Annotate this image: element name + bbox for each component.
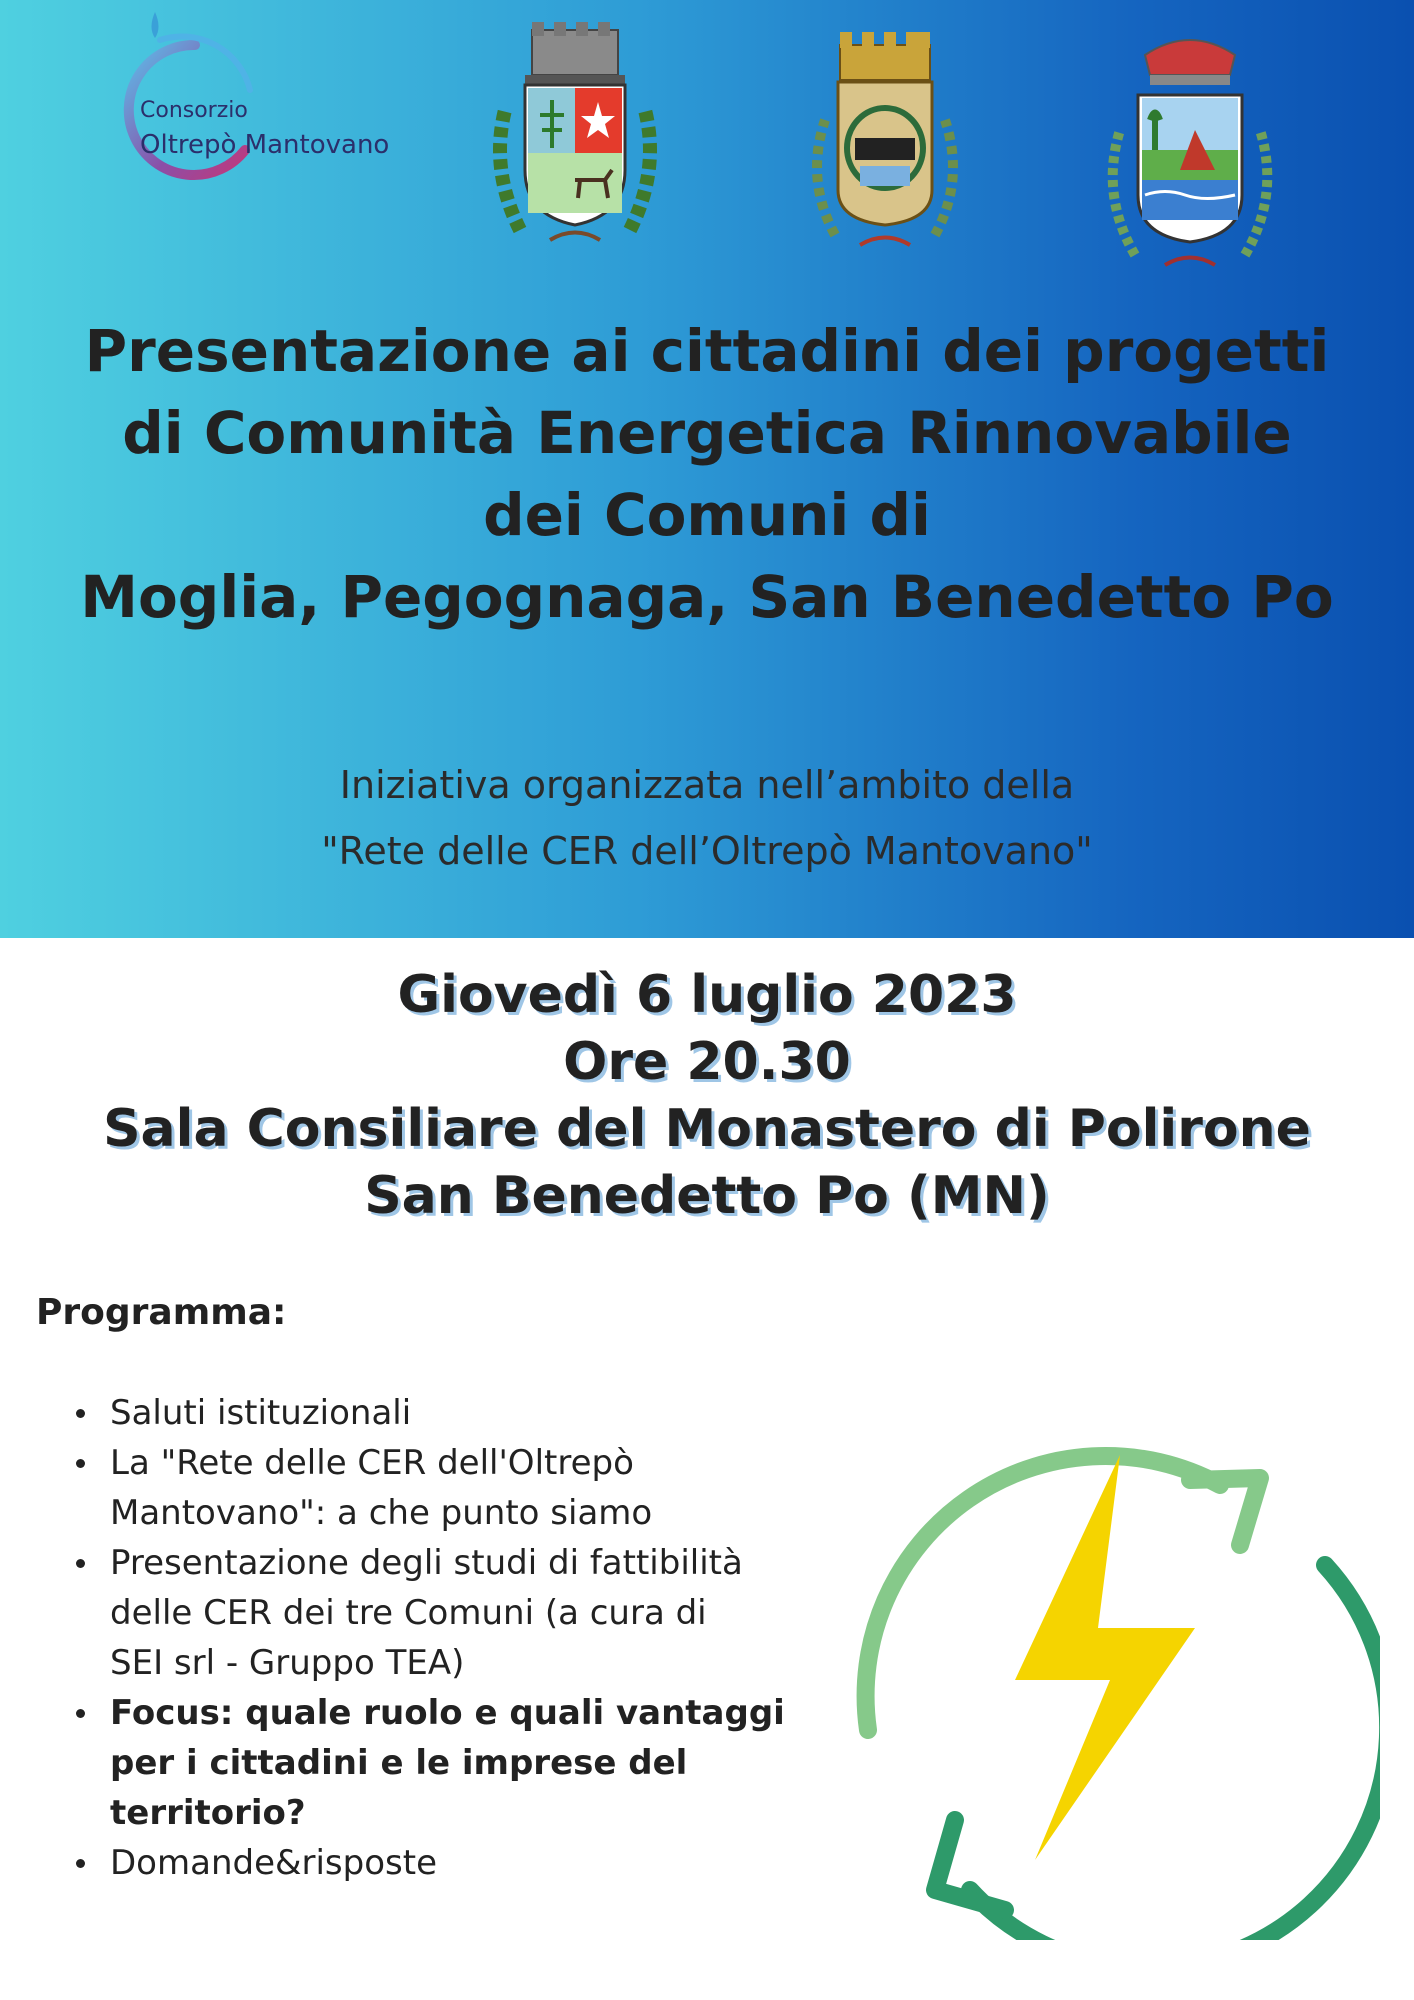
- list-item-line: Mantovano": a che punto siamo: [110, 1493, 653, 1533]
- title-line: dei Comuni di: [483, 481, 931, 549]
- event-time: Ore 20.30: [563, 1032, 851, 1092]
- event-details: [0, 962, 1414, 1230]
- list-item-focus: [76, 1688, 816, 1838]
- consorzio-logo: [100, 0, 430, 215]
- program-title: Programma:: [36, 1292, 287, 1333]
- list-item: [76, 1438, 816, 1538]
- event-place: San Benedetto Po (MN): [364, 1166, 1050, 1226]
- list-item-line: Focus: quale ruolo e quali vantaggi: [110, 1693, 785, 1733]
- title-line: Moglia, Pegognaga, San Benedetto Po: [80, 563, 1334, 631]
- program-list: [76, 1388, 816, 1888]
- list-item-line: delle CER dei tre Comuni (a cura di: [110, 1593, 707, 1633]
- event-date: Giovedì 6 luglio 2023: [397, 965, 1017, 1025]
- subtitle: [0, 752, 1414, 884]
- subtitle-line: "Rete delle CER dell’Oltrepò Mantovano": [321, 829, 1093, 873]
- main-title: [0, 310, 1414, 638]
- logo-line1: Consorzio: [140, 98, 248, 123]
- list-item-line: territorio?: [110, 1793, 306, 1833]
- header-banner: [0, 0, 1414, 938]
- logo-line2: Oltrepò Mantovano: [140, 130, 390, 160]
- event-venue: Sala Consiliare del Monastero di Polirone: [103, 1099, 1311, 1159]
- list-item-line: per i cittadini e le imprese del: [110, 1743, 688, 1783]
- list-item-line: La "Rete delle CER dell'Oltrepò: [110, 1443, 634, 1483]
- coat-of-arms-pegognaga-icon: [800, 20, 970, 270]
- list-item-line: Saluti istituzionali: [110, 1393, 412, 1433]
- subtitle-line: Iniziativa organizzata nell’ambito della: [339, 763, 1075, 807]
- list-item-line: Domande&risposte: [110, 1843, 437, 1883]
- coat-of-arms-san-benedetto-po-icon: [1095, 20, 1285, 290]
- list-item: [76, 1388, 816, 1438]
- title-line: di Comunità Energetica Rinnovabile: [122, 399, 1292, 467]
- list-item: [76, 1538, 816, 1688]
- coat-of-arms-moglia-icon: [480, 20, 670, 270]
- title-line: Presentazione ai cittadini dei progetti: [84, 317, 1330, 385]
- list-item: [76, 1838, 816, 1888]
- list-item-line: SEI srl - Gruppo TEA): [110, 1643, 465, 1683]
- renewable-energy-cycle-icon: [820, 1380, 1380, 1940]
- list-item-line: Presentazione degli studi di fattibilità: [110, 1543, 743, 1583]
